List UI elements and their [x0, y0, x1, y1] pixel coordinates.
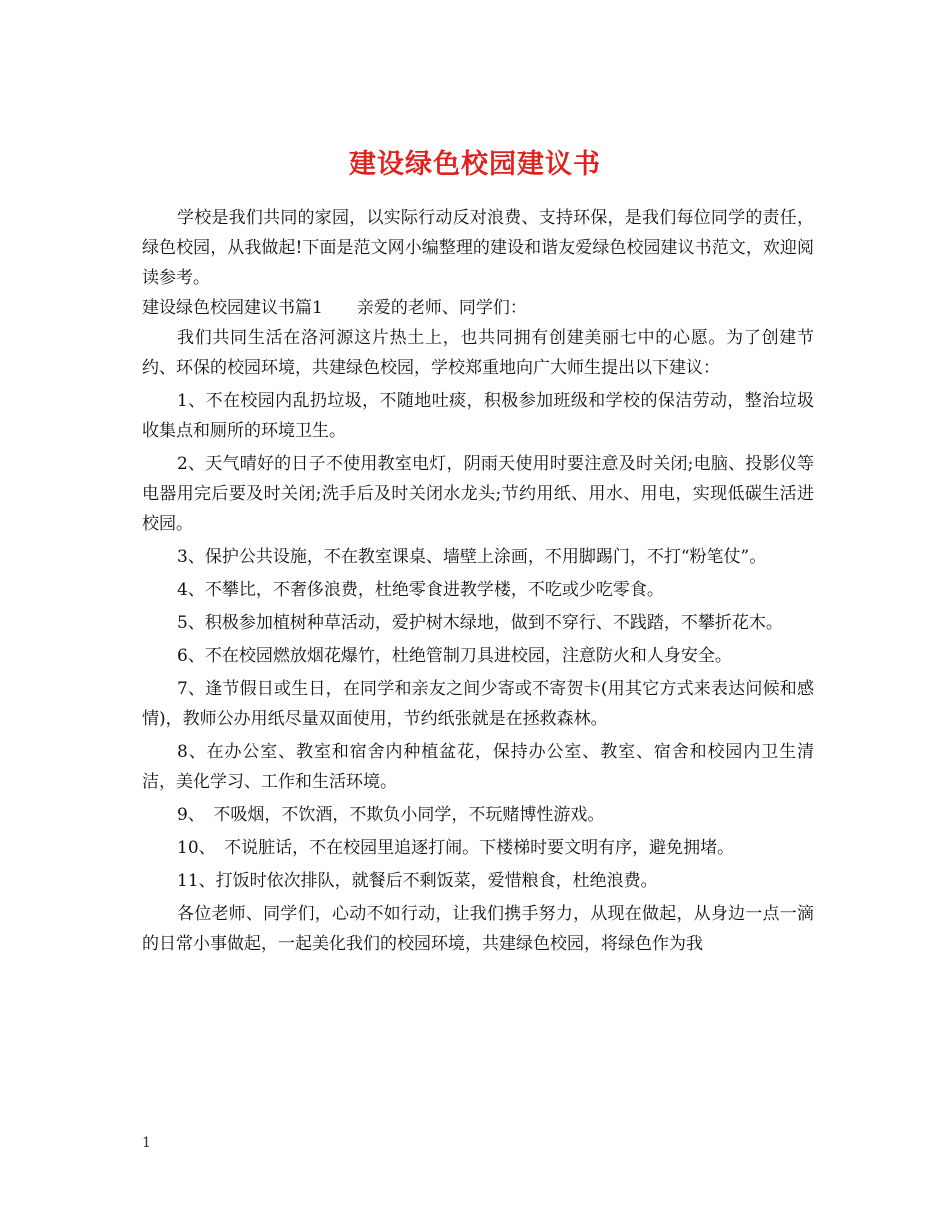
document-body	[142, 203, 814, 959]
suggestion-item: 9、 不吸烟，不饮酒，不欺负小同学，不玩赌博性游戏。	[177, 805, 605, 825]
section-heading: 建设绿色校园建议书篇1 亲爱的老师、同学们：	[142, 298, 527, 318]
intro-paragraph: 学校是我们共同的家园，以实际行动反对浪费、支持环保，是我们每位同学的责任，绿色校园，从我做起!下面是范文网小编整理的建设和谐友爱绿色校园建议书范文，欢迎阅读参考。	[142, 208, 814, 288]
suggestion-item: 8、在办公室、教室和宿舍内种植盆花，保持办公室、教室、宿舍和校园内卫生清洁，美化学习、工作和生活环境。	[142, 742, 814, 792]
suggestion-item: 3、保护公共设施，不在教室课桌、墙壁上涂画，不用脚踢门，不打“粉笔仗”。	[177, 547, 767, 567]
suggestion-item: 11、打饭时依次排队，就餐后不剩饭菜，爱惜粮食，杜绝浪费。	[177, 871, 658, 891]
suggestion-item: 10、 不说脏话，不在校园里追逐打闹。下楼梯时要文明有序，避免拥堵。	[177, 838, 735, 858]
suggestion-item: 2、天气晴好的日子不使用教室电灯，阴雨天使用时要注意及时关闭;电脑、投影仪等电器用完后要及时关闭;洗手后及时关闭水龙头;节约用纸、用水、用电，实现低碳生活进校园。	[142, 454, 814, 534]
closing-paragraph: 各位老师、同学们，心动不如行动，让我们携手努力，从现在做起，从身边一点一滴的日常小事做起，一起美化我们的校园环境，共建绿色校园，将绿色作为我	[142, 904, 814, 954]
suggestion-item: 1、不在校园内乱扔垃圾，不随地吐痰，积极参加班级和学校的保洁劳动，整治垃圾收集点和厕所的环境卫生。	[142, 391, 814, 441]
page-number: 1	[142, 1135, 151, 1151]
document-title: 建设绿色校园建议书	[349, 149, 601, 181]
suggestion-item: 7、逢节假日或生日，在同学和亲友之间少寄或不寄贺卡(用其它方式来表达问候和感情)，教师公办用纸尽量双面使用，节约纸张就是在拯救森林。	[142, 679, 814, 729]
suggestion-item: 4、不攀比，不奢侈浪费，杜绝零食进教学楼，不吃或少吃零食。	[177, 580, 664, 600]
body-paragraph: 我们共同生活在洛河源这片热土上，也共同拥有创建美丽七中的心愿。为了创建节约、环保的校园环境，共建绿色校园，学校郑重地向广大师生提出以下建议：	[142, 328, 814, 378]
suggestion-item: 6、不在校园燃放烟花爆竹，杜绝管制刀具进校园，注意防火和人身安全。	[177, 646, 732, 666]
suggestion-item: 5、积极参加植树种草活动，爱护树木绿地，做到不穿行、不践踏，不攀折花木。	[177, 613, 783, 633]
